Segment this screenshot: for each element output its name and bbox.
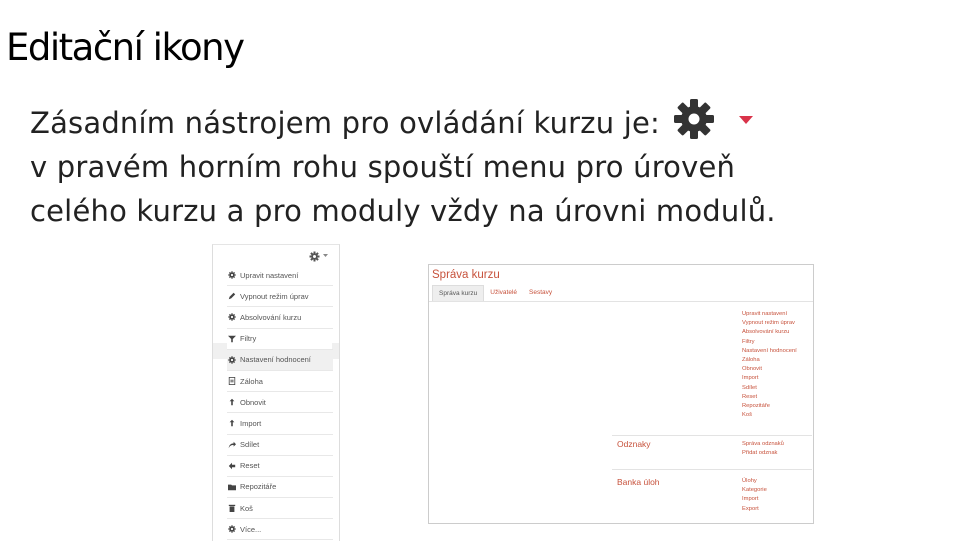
gear-icon [309, 251, 320, 262]
gear-icon [227, 271, 236, 280]
tab-users[interactable]: Uživatelé [490, 289, 518, 296]
menu-item-zaloha[interactable] [227, 371, 333, 392]
course-menu-screenshot [212, 244, 340, 541]
gear-icon [227, 525, 236, 534]
tab-reports[interactable]: Sestavy [529, 289, 553, 296]
menu-item-absolvovani-kurzu[interactable] [227, 307, 333, 328]
admin-link-repozitare[interactable]: Repozitáře [742, 403, 771, 410]
slide-body [30, 94, 950, 233]
trash-icon [227, 504, 236, 513]
admin-link-export[interactable]: Export [742, 505, 759, 512]
section-divider [612, 469, 812, 470]
pencil-icon [227, 292, 236, 301]
caret-down-icon [738, 94, 754, 106]
menu-item-label: Koš [240, 503, 253, 513]
admin-link-ulohy[interactable]: Úlohy [742, 478, 757, 484]
menu-item-label: Více... [240, 524, 262, 534]
menu-item-label: Obnovit [240, 397, 266, 407]
menu-item-repozitare[interactable] [227, 477, 333, 498]
menu-item-kos[interactable] [227, 498, 333, 519]
admin-link-zaloha[interactable]: Záloha [742, 357, 760, 364]
course-admin-links [742, 310, 812, 420]
filter-icon [227, 334, 236, 343]
admin-link-sdilet[interactable]: Sdílet [742, 384, 757, 391]
admin-link-reset[interactable]: Reset [742, 393, 758, 400]
section-title-badges: Odznaky [617, 439, 651, 449]
menu-item-label: Záloha [240, 376, 263, 386]
caret-down-icon [323, 254, 328, 258]
gear-icon [227, 355, 236, 364]
share-icon [227, 440, 236, 449]
admin-link-import[interactable]: Import [742, 496, 759, 503]
menu-item-label: Upravit nastavení [240, 270, 299, 280]
admin-link-kos[interactable]: Koš [742, 412, 752, 419]
tab-course-admin[interactable]: Správa kurzu [432, 285, 484, 302]
body-line-3: celého kurzu a pro moduly vždy na úrovni modulů. [30, 194, 776, 228]
upload-icon [227, 419, 236, 428]
page-edge-hint-right [332, 343, 339, 359]
tab-divider [429, 301, 813, 302]
admin-link-vypnout-rezim-uprav[interactable]: Vypnout režim úprav [742, 320, 795, 327]
section-divider [612, 435, 812, 436]
admin-tabs [432, 285, 558, 301]
page-edge-hint [213, 343, 227, 359]
menu-item-filtry[interactable] [227, 329, 333, 350]
menu-item-obnovit[interactable] [227, 392, 333, 413]
gear-icon [672, 97, 716, 141]
admin-link-pridat-odznak[interactable]: Přidat odznak [742, 450, 778, 457]
menu-item-label: Import [240, 418, 262, 428]
file-icon [227, 377, 236, 386]
body-line-1 [30, 94, 950, 145]
menu-item-reset[interactable] [227, 456, 333, 477]
menu-item-vice[interactable] [227, 519, 333, 540]
folder-icon [227, 482, 236, 491]
slide-title: Editační ikony [6, 26, 244, 69]
admin-link-obnovit[interactable]: Obnovit [742, 366, 762, 373]
arrow-left-icon [227, 461, 236, 470]
body-line-1-text: Zásadním nástrojem pro ovládání kurzu je: [30, 106, 660, 140]
menu-item-label: Sdílet [240, 440, 260, 450]
menu-item-nastaveni-hodnoceni[interactable] [227, 350, 333, 371]
menu-item-label: Absolvování kurzu [240, 312, 302, 322]
admin-link-import[interactable]: Import [742, 375, 759, 382]
menu-item-label: Nastavení hodnocení [240, 355, 311, 365]
admin-title: Správa kurzu [432, 269, 500, 281]
menu-item-sdilet[interactable] [227, 435, 333, 456]
question-bank-links [742, 477, 812, 514]
menu-item-label: Filtry [240, 334, 257, 344]
course-menu-list [227, 265, 333, 540]
admin-link-upravit-nastaveni[interactable]: Upravit nastavení [742, 311, 788, 317]
menu-item-label: Reset [240, 461, 260, 471]
course-admin-screenshot [428, 264, 814, 524]
menu-item-label: Vypnout režim úprav [240, 291, 309, 301]
body-line-2: v pravém horním rohu spouští menu pro úroveň [30, 150, 736, 184]
admin-link-filtry[interactable]: Filtry [742, 338, 755, 345]
admin-link-absolvovani-kurzu[interactable]: Absolvování kurzu [742, 329, 790, 336]
badges-links [742, 440, 812, 458]
menu-item-label: Repozitáře [240, 482, 277, 492]
admin-link-nastaveni-hodnoceni[interactable]: Nastavení hodnocení [742, 347, 797, 354]
admin-link-kategorie[interactable]: Kategorie [742, 487, 767, 494]
admin-link-sprava-odznaku[interactable]: Správa odznaků [742, 441, 784, 447]
menu-item-upravit-nastaveni[interactable] [227, 265, 333, 286]
menu-item-vypnout-rezim-uprav[interactable] [227, 286, 333, 307]
gear-icon [227, 313, 236, 322]
course-menu-toggle[interactable] [309, 249, 328, 263]
menu-item-import[interactable] [227, 413, 333, 434]
section-title-question-bank: Banka úloh [617, 477, 660, 487]
upload-icon [227, 398, 236, 407]
